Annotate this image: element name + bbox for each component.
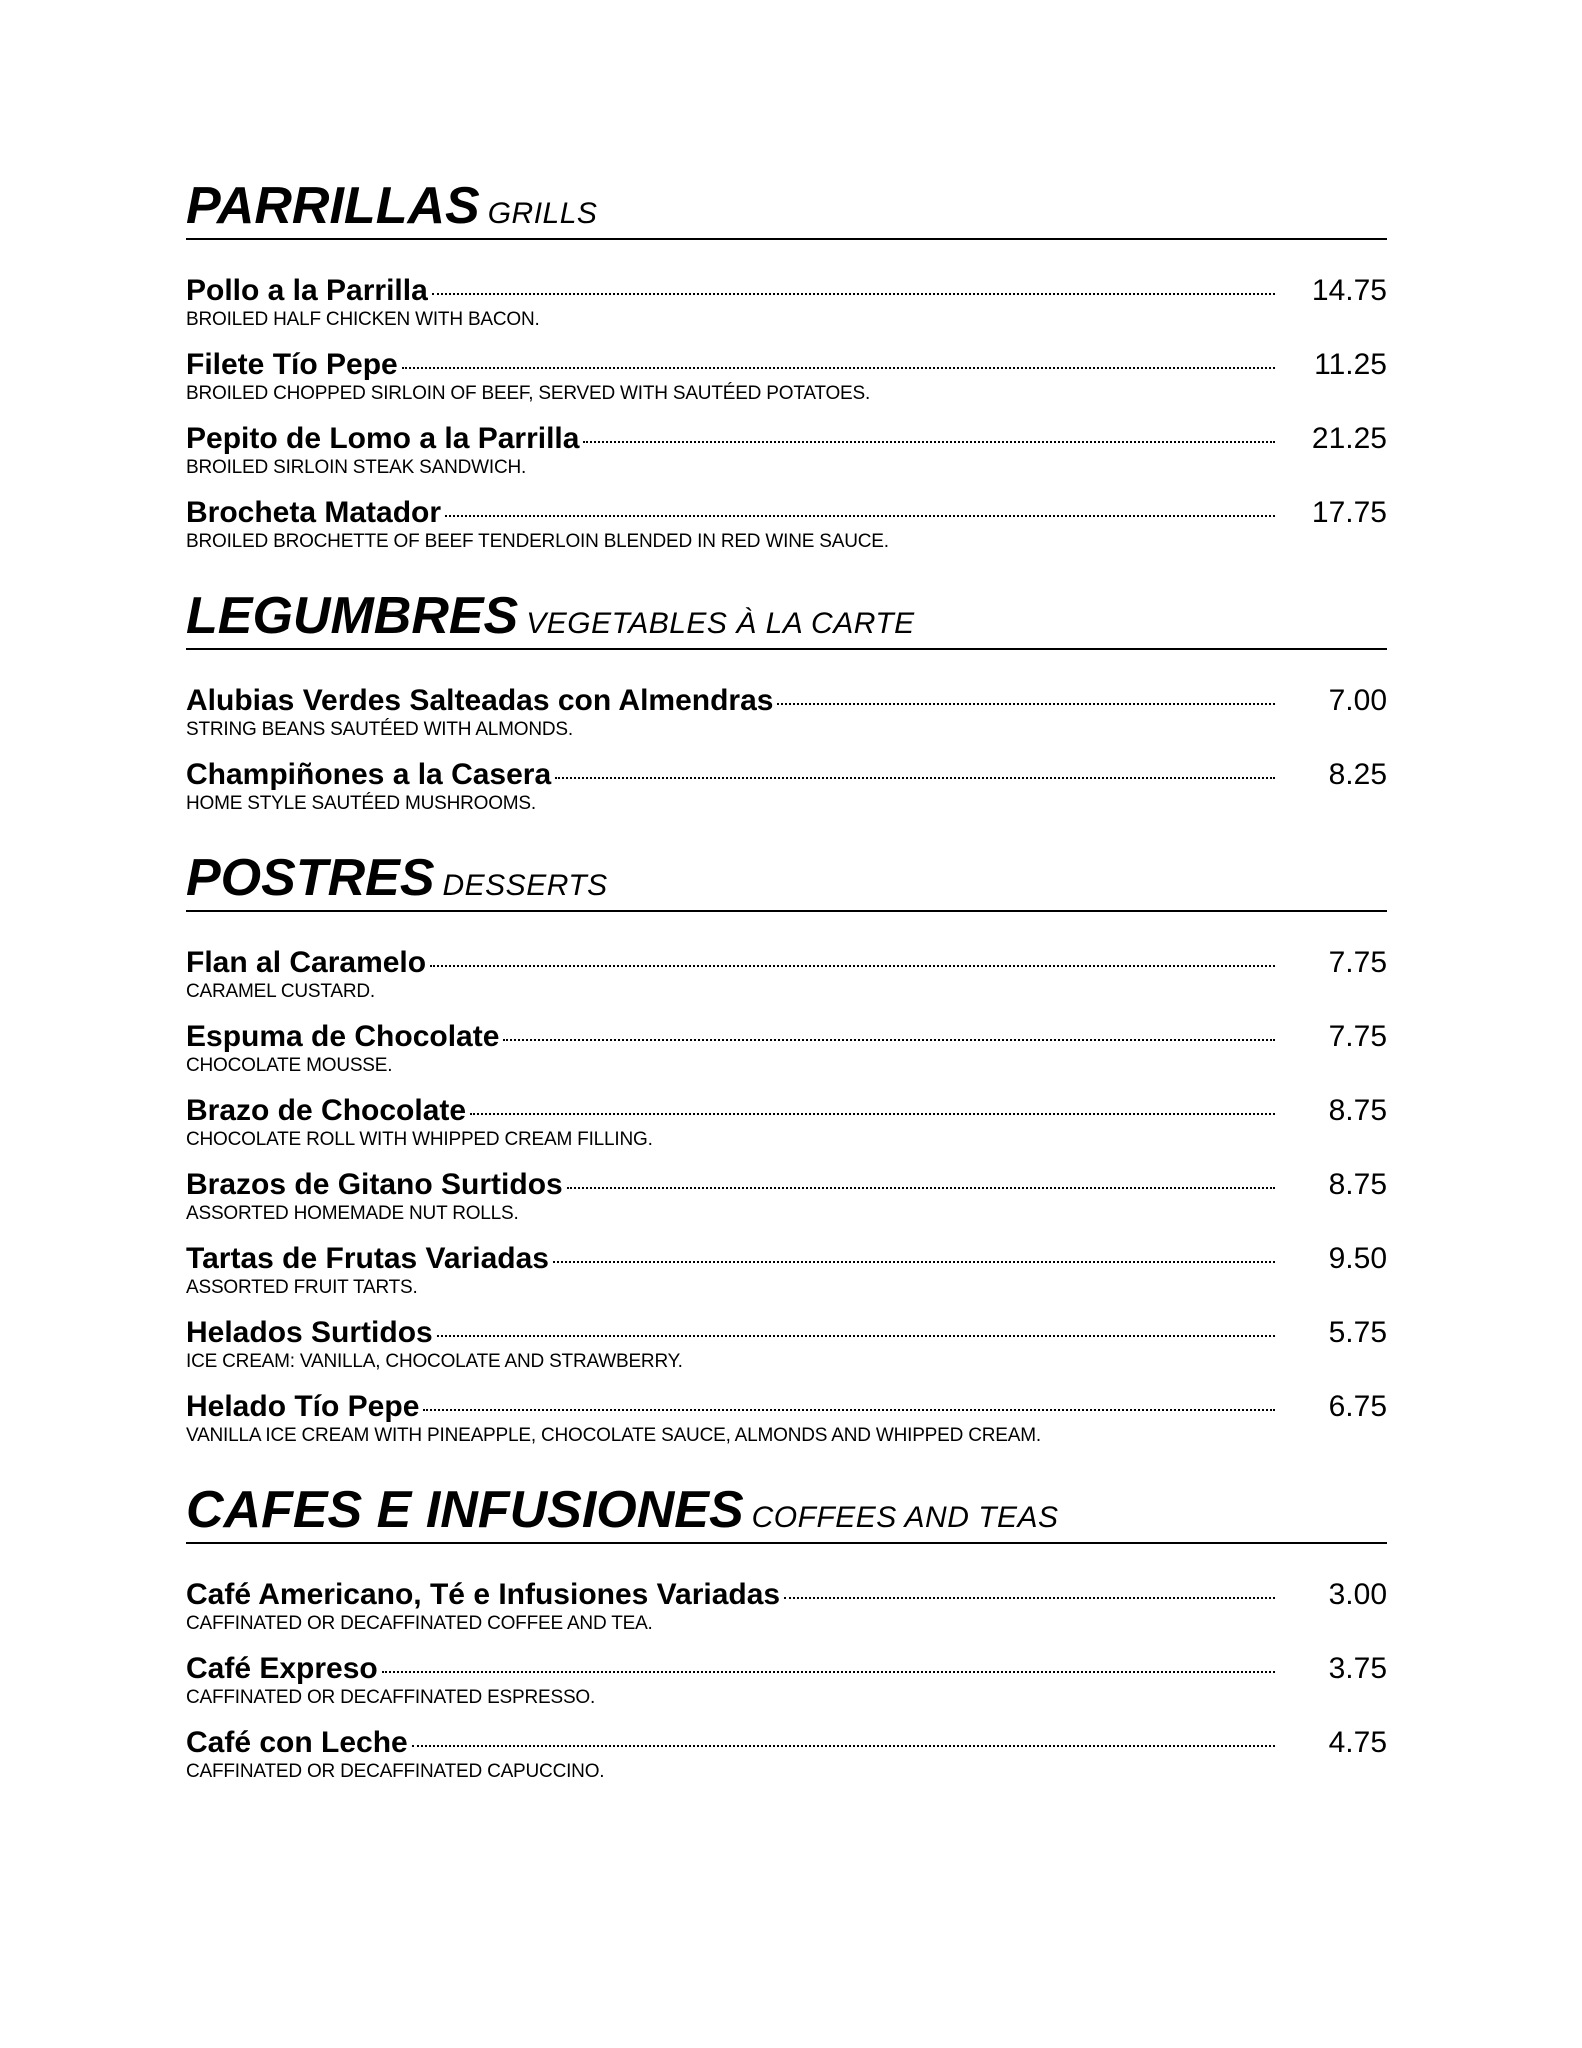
menu-item — [186, 1651, 1387, 1709]
dot-leader — [583, 441, 1275, 443]
item-name: Brazo de Chocolate — [186, 1094, 467, 1127]
item-description: CAFFINATED OR DECAFFINATED CAPUCCINO. — [186, 1761, 605, 1782]
item-description: BROILED BROCHETTE OF BEEF TENDERLOIN BLENDED IN RED WINE SAUCE. — [186, 531, 889, 552]
item-price: 5.75 — [1328, 1316, 1387, 1349]
item-price: 3.75 — [1328, 1652, 1387, 1685]
menu-item — [186, 347, 1387, 405]
dot-leader — [777, 703, 1275, 705]
menu-item — [186, 1577, 1387, 1635]
item-description: HOME STYLE SAUTÉED MUSHROOMS. — [186, 793, 536, 814]
menu-item — [186, 1389, 1387, 1447]
item-price: 4.75 — [1328, 1726, 1387, 1759]
item-name: Alubias Verdes Salteadas con Almendras — [186, 684, 774, 717]
menu-item — [186, 1725, 1387, 1783]
dot-leader — [567, 1187, 1275, 1189]
item-price: 7.75 — [1328, 946, 1387, 979]
item-price: 8.25 — [1328, 758, 1387, 791]
item-description: STRING BEANS SAUTÉED WITH ALMONDS. — [186, 719, 573, 740]
menu-item — [186, 757, 1387, 815]
item-name: Café Expreso — [186, 1652, 378, 1685]
item-price: 3.00 — [1328, 1578, 1387, 1611]
dot-leader — [553, 1261, 1275, 1263]
menu-section-grills — [186, 177, 1387, 553]
item-name: Helados Surtidos — [186, 1316, 433, 1349]
dot-leader — [423, 1409, 1275, 1411]
section-title: POSTRES — [186, 849, 435, 907]
item-price: 8.75 — [1328, 1094, 1387, 1127]
menu-item — [186, 945, 1387, 1003]
item-price: 7.00 — [1328, 684, 1387, 717]
section-subtitle: VEGETABLES À LA CARTE — [526, 607, 915, 640]
menu-item — [186, 1315, 1387, 1373]
item-description: CAFFINATED OR DECAFFINATED COFFEE AND TEA. — [186, 1613, 653, 1634]
section-title: CAFES E INFUSIONES — [186, 1481, 744, 1539]
item-name: Café con Leche — [186, 1726, 408, 1759]
item-description: VANILLA ICE CREAM WITH PINEAPPLE, CHOCOLATE SAUCE, ALMONDS AND WHIPPED CREAM. — [186, 1425, 1041, 1446]
item-description: ICE CREAM: VANILLA, CHOCOLATE AND STRAWBERRY. — [186, 1351, 683, 1372]
dot-leader — [432, 293, 1275, 295]
item-name: Espuma de Chocolate — [186, 1020, 500, 1053]
item-price: 14.75 — [1311, 274, 1387, 307]
dot-leader — [784, 1597, 1275, 1599]
section-header — [186, 177, 1387, 240]
dot-leader — [470, 1113, 1275, 1115]
item-description: ASSORTED HOMEMADE NUT ROLLS. — [186, 1203, 519, 1224]
section-subtitle: GRILLS — [487, 197, 598, 230]
section-subtitle: COFFEES AND TEAS — [751, 1501, 1059, 1534]
dot-leader — [382, 1671, 1275, 1673]
item-description: BROILED SIRLOIN STEAK SANDWICH. — [186, 457, 527, 478]
item-name: Helado Tío Pepe — [186, 1390, 420, 1423]
section-title: PARRILLAS — [186, 177, 480, 235]
item-name: Pepito de Lomo a la Parrilla — [186, 422, 580, 455]
menu-item — [186, 1019, 1387, 1077]
menu-item — [186, 273, 1387, 331]
menu-item — [186, 1093, 1387, 1151]
section-title: LEGUMBRES — [186, 587, 519, 645]
dot-leader — [437, 1335, 1275, 1337]
dot-leader — [445, 515, 1275, 517]
section-header — [186, 849, 1387, 912]
item-description: ASSORTED FRUIT TARTS. — [186, 1277, 418, 1298]
item-name: Brocheta Matador — [186, 496, 442, 529]
item-name: Flan al Caramelo — [186, 946, 427, 979]
item-name: Champiñones a la Casera — [186, 758, 552, 791]
dot-leader — [402, 367, 1275, 369]
item-price: 9.50 — [1328, 1242, 1387, 1275]
item-name: Brazos de Gitano Surtidos — [186, 1168, 563, 1201]
menu-item — [186, 421, 1387, 479]
item-name: Café Americano, Té e Infusiones Variadas — [186, 1578, 781, 1611]
dot-leader — [430, 965, 1275, 967]
menu-item — [186, 495, 1387, 553]
item-price: 21.25 — [1311, 422, 1387, 455]
dot-leader — [503, 1039, 1275, 1041]
item-price: 17.75 — [1311, 496, 1387, 529]
dot-leader — [555, 777, 1275, 779]
item-name: Tartas de Frutas Variadas — [186, 1242, 549, 1275]
section-subtitle: DESSERTS — [442, 869, 608, 902]
item-name: Filete Tío Pepe — [186, 348, 398, 381]
menu-section-vegetables — [186, 587, 1387, 815]
section-header — [186, 1481, 1387, 1544]
item-name: Pollo a la Parrilla — [186, 274, 428, 307]
menu-section-coffees — [186, 1481, 1387, 1783]
menu-item — [186, 1167, 1387, 1225]
menu-item — [186, 683, 1387, 741]
menu-item — [186, 1241, 1387, 1299]
item-price: 6.75 — [1328, 1390, 1387, 1423]
item-description: BROILED HALF CHICKEN WITH BACON. — [186, 309, 540, 330]
section-header — [186, 587, 1387, 650]
item-description: BROILED CHOPPED SIRLOIN OF BEEF, SERVED WITH SAUTÉED POTATOES. — [186, 383, 871, 404]
item-price: 7.75 — [1328, 1020, 1387, 1053]
item-description: CHOCOLATE MOUSSE. — [186, 1055, 393, 1076]
item-price: 8.75 — [1328, 1168, 1387, 1201]
menu-section-desserts — [186, 849, 1387, 1447]
item-price: 11.25 — [1314, 348, 1387, 381]
dot-leader — [412, 1745, 1275, 1747]
menu-page — [186, 177, 1387, 1799]
item-description: CARAMEL CUSTARD. — [186, 981, 375, 1002]
item-description: CAFFINATED OR DECAFFINATED ESPRESSO. — [186, 1687, 596, 1708]
item-description: CHOCOLATE ROLL WITH WHIPPED CREAM FILLING. — [186, 1129, 653, 1150]
